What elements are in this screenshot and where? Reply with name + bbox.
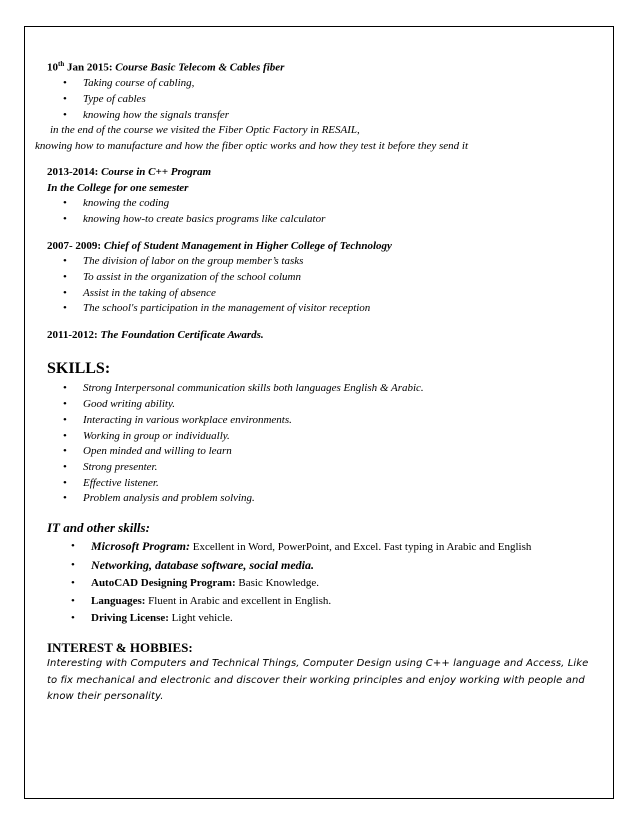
- course-date-rest: Jan 2015:: [64, 61, 116, 74]
- list-item: [47, 575, 607, 593]
- list-item: • The school's participation in the management of visitor reception: [47, 301, 607, 317]
- list-item: • Strong Interpersonal communication skills both languages English & Arabic.: [47, 381, 607, 397]
- course-title: Chief of Student Management in Higher College of Technology: [103, 239, 392, 252]
- list-item: • Open minded and willing to learn: [47, 444, 607, 460]
- skill-label: Driving License:: [91, 612, 169, 625]
- date-suffix: th: [58, 60, 65, 68]
- interest-paragraph: Interesting with Computers and Technical Things, Computer Design using C++ language and Access, Like to fix mechanical and electronic and discover their working principles and enjoy working with people and know their personality.: [47, 658, 589, 703]
- course-title: Course Basic Telecom & Cables fiber: [115, 61, 285, 74]
- list-item: [47, 557, 607, 576]
- skill-text: Excellent in Word, PowerPoint, and Excel. Fast typing in Arabic and English: [190, 541, 532, 554]
- chief-list: [47, 254, 607, 317]
- course-date: 10: [47, 61, 58, 74]
- course-title: Course in C++ Program: [101, 166, 212, 179]
- list-item: • Type of cables: [47, 92, 607, 108]
- list-item: • knowing how-to create basics programs like calculator: [47, 212, 607, 228]
- it-skills-list: [47, 538, 607, 628]
- skill-label: Microsoft Program:: [91, 539, 190, 554]
- course-note: knowing how to manufacture and how the fiber optic works and how they test it before they send it: [35, 139, 469, 152]
- list-item: [47, 538, 607, 557]
- list-item: • knowing how the signals transfer: [47, 108, 607, 124]
- skill-text: Fluent in Arabic and excellent in English.: [145, 594, 332, 607]
- list-item: [47, 593, 607, 611]
- interest-heading: INTEREST & HOBBIES:: [47, 640, 193, 656]
- list-item: • To assist in the organization of the school column: [47, 270, 607, 286]
- list-item: • Good writing ability.: [47, 397, 607, 413]
- it-skills-heading: IT and other skills:: [47, 520, 150, 536]
- course-telecom-heading: [47, 57, 607, 76]
- skill-label: AutoCAD Designing Program:: [91, 577, 236, 590]
- list-item: • Strong presenter.: [47, 460, 607, 476]
- list-item: • Interacting in various workplace environments.: [47, 413, 607, 429]
- list-item: • The division of labor on the group member’s tasks: [47, 254, 607, 270]
- course-cpp-heading: [47, 165, 607, 181]
- course-subtitle: In the College for one semester: [47, 181, 189, 194]
- course-telecom-list: [47, 76, 607, 123]
- skills-list: [47, 381, 607, 507]
- course-date: 2013-2014:: [47, 166, 102, 179]
- list-item: • knowing the coding: [47, 196, 607, 212]
- chief-heading: [47, 239, 607, 255]
- list-item: • Taking course of cabling,: [47, 76, 607, 92]
- list-item: • Effective listener.: [47, 476, 607, 492]
- skills-heading: SKILLS:: [47, 360, 111, 378]
- skill-label: Languages:: [91, 594, 146, 607]
- list-item: • Problem analysis and problem solving.: [47, 491, 607, 507]
- course-title: The Foundation Certificate Awards.: [100, 328, 264, 341]
- resume-content: [35, 57, 607, 706]
- course-date: 2011-2012:: [47, 328, 101, 341]
- course-date: 2007- 2009:: [47, 239, 104, 252]
- skill-text: Basic Knowledge.: [235, 577, 320, 590]
- list-item: [47, 610, 607, 628]
- foundation-heading: [47, 328, 607, 344]
- course-cpp-list: [47, 196, 607, 227]
- skill-label: Networking, database software, social media.: [91, 557, 314, 572]
- course-note: in the end of the course we visited the Fiber Optic Factory in RESAIL,: [50, 124, 360, 137]
- list-item: • Working in group or individually.: [47, 429, 607, 445]
- skill-text: Light vehicle.: [168, 612, 233, 625]
- list-item: • Assist in the taking of absence: [47, 286, 607, 302]
